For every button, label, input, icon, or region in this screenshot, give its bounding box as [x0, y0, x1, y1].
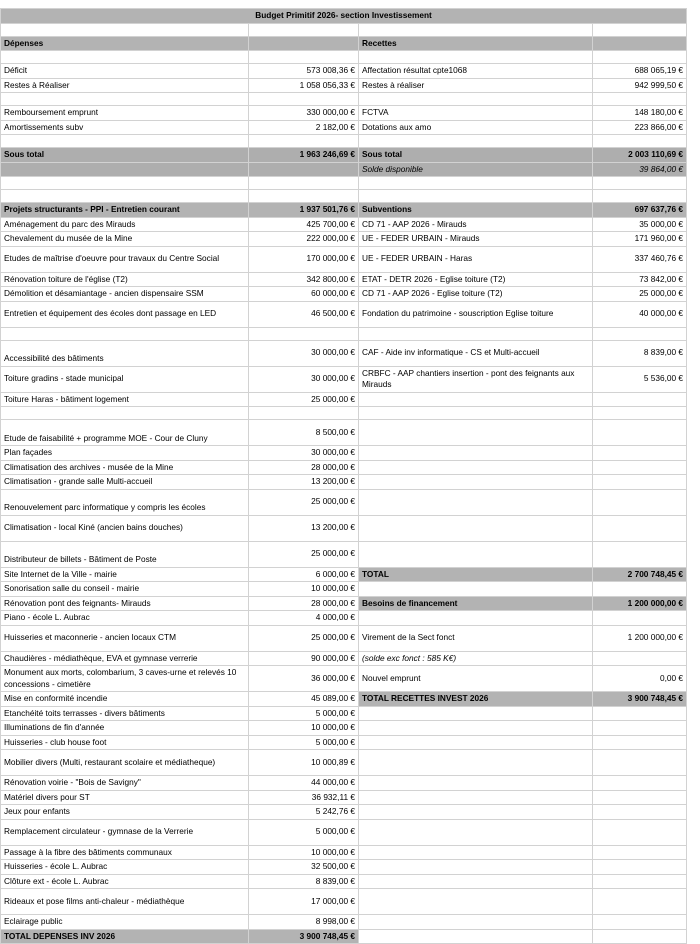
cell-recette-value	[593, 805, 687, 820]
cell-recette-value: 73 842,00 €	[593, 272, 687, 287]
cell-depense-value	[249, 407, 359, 420]
cell-depense-label: Clôture ext - école L. Aubrac	[1, 874, 249, 889]
cell-recette-value	[593, 475, 687, 490]
cell-depense-value: 10 000,89 €	[249, 750, 359, 776]
table-row	[1, 819, 687, 845]
cell-depense-value: 5 000,00 €	[249, 735, 359, 750]
cell-recette-label: Sous total	[359, 148, 593, 163]
cell-depense-value: 25 000,00 €	[249, 489, 359, 515]
cell-recette-value	[593, 420, 687, 446]
cell-recette-value	[593, 51, 687, 64]
cell-recette-label	[359, 874, 593, 889]
table-row	[1, 246, 687, 272]
cell-depense-value: 25 000,00 €	[249, 392, 359, 407]
cell-recette-value: 2 700 748,45 €	[593, 567, 687, 582]
cell-depense-label: Restes à Réaliser	[1, 78, 249, 93]
cell-depense-value: 36 000,00 €	[249, 666, 359, 692]
table-row	[1, 407, 687, 420]
cell-recette-value: 35 000,00 €	[593, 217, 687, 232]
table-row	[1, 287, 687, 302]
cell-recette-value	[593, 915, 687, 930]
cell-depense-value: 425 700,00 €	[249, 217, 359, 232]
cell-recette-label	[359, 177, 593, 190]
cell-recette-value	[593, 177, 687, 190]
header-depenses: Dépenses	[1, 36, 249, 51]
blank-cell	[359, 23, 593, 36]
cell-recette-label: TOTAL RECETTES INVEST 2026	[359, 692, 593, 707]
cell-depense-label: Accessibilité des bâtiments	[1, 340, 249, 366]
cell-depense-value	[249, 190, 359, 203]
cell-depense-label: Remplacement circulateur - gymnase de la Verrerie	[1, 819, 249, 845]
cell-recette-label	[359, 706, 593, 721]
cell-depense-label: Amortissements subv	[1, 120, 249, 135]
table-row	[1, 203, 687, 218]
table-row	[1, 874, 687, 889]
cell-recette-label: Fondation du patrimoine - souscription Eglise toiture	[359, 301, 593, 327]
cell-recette-label	[359, 790, 593, 805]
cell-depense-label: Distributeur de billets - Bâtiment de Poste	[1, 541, 249, 567]
cell-recette-value	[593, 889, 687, 915]
cell-depense-value: 342 800,00 €	[249, 272, 359, 287]
column-header-row	[1, 36, 687, 51]
cell-depense-value: 4 000,00 €	[249, 611, 359, 626]
cell-depense-label: Toiture gradins - stade municipal	[1, 366, 249, 392]
cell-depense-value: 25 000,00 €	[249, 625, 359, 651]
cell-depense-value: 5 242,76 €	[249, 805, 359, 820]
cell-recette-label	[359, 515, 593, 541]
cell-depense-value: 46 500,00 €	[249, 301, 359, 327]
table-row	[1, 232, 687, 247]
cell-depense-value: 8 839,00 €	[249, 874, 359, 889]
cell-recette-label	[359, 420, 593, 446]
cell-recette-label: CD 71 - AAP 2026 - Eglise toiture (T2)	[359, 287, 593, 302]
table-row	[1, 51, 687, 64]
table-row	[1, 120, 687, 135]
table-row	[1, 420, 687, 446]
table-row	[1, 217, 687, 232]
cell-recette-value	[593, 721, 687, 736]
cell-depense-label: TOTAL DEPENSES INV 2026	[1, 929, 249, 944]
title-row	[1, 9, 687, 24]
cell-recette-value: 223 866,00 €	[593, 120, 687, 135]
cell-recette-label: CRBFC - AAP chantiers insertion - pont des feignants aux Mirauds	[359, 366, 593, 392]
cell-recette-label: CAF - Aide inv informatique - CS et Multi-accueil	[359, 340, 593, 366]
cell-depense-value	[249, 135, 359, 148]
header-recettes: Recettes	[359, 36, 593, 51]
table-row	[1, 735, 687, 750]
cell-recette-label	[359, 541, 593, 567]
cell-recette-label: FCTVA	[359, 106, 593, 121]
cell-depense-value	[249, 177, 359, 190]
cell-recette-label	[359, 776, 593, 791]
cell-recette-label: Subventions	[359, 203, 593, 218]
cell-depense-label: Huisseries - école L. Aubrac	[1, 860, 249, 875]
cell-depense-label: Climatisation - local Kiné (ancien bains douches)	[1, 515, 249, 541]
cell-depense-label: Eclairage public	[1, 915, 249, 930]
table-row	[1, 327, 687, 340]
cell-depense-label: Rénovation toiture de l'église (T2)	[1, 272, 249, 287]
cell-recette-value: 1 200 000,00 €	[593, 596, 687, 611]
cell-depense-value: 28 000,00 €	[249, 460, 359, 475]
cell-depense-value: 6 000,00 €	[249, 567, 359, 582]
table-row	[1, 489, 687, 515]
cell-depense-label	[1, 51, 249, 64]
cell-recette-label: Virement de la Sect fonct	[359, 625, 593, 651]
cell-recette-value	[593, 651, 687, 666]
cell-recette-label	[359, 889, 593, 915]
cell-depense-value: 36 932,11 €	[249, 790, 359, 805]
cell-depense-value: 44 000,00 €	[249, 776, 359, 791]
table-row	[1, 706, 687, 721]
cell-depense-value: 10 000,00 €	[249, 582, 359, 597]
cell-recette-value: 2 003 110,69 €	[593, 148, 687, 163]
cell-depense-label: Piano - école L. Aubrac	[1, 611, 249, 626]
table-row	[1, 651, 687, 666]
cell-recette-value	[593, 392, 687, 407]
cell-depense-label	[1, 162, 249, 177]
blank-cell	[1, 23, 249, 36]
cell-recette-value	[593, 750, 687, 776]
cell-recette-value	[593, 735, 687, 750]
cell-depense-value: 222 000,00 €	[249, 232, 359, 247]
cell-depense-value: 17 000,00 €	[249, 889, 359, 915]
cell-recette-label: Dotations aux amo	[359, 120, 593, 135]
table-row	[1, 611, 687, 626]
table-row	[1, 475, 687, 490]
cell-depense-label: Renouvelement parc informatique y compris les écoles	[1, 489, 249, 515]
blank-cell	[593, 23, 687, 36]
cell-depense-label: Rideaux et pose films anti-chaleur - médiathèque	[1, 889, 249, 915]
table-row	[1, 582, 687, 597]
cell-depense-label: Huisseries - club house foot	[1, 735, 249, 750]
cell-depense-value: 1 937 501,76 €	[249, 203, 359, 218]
cell-depense-label	[1, 177, 249, 190]
cell-recette-value	[593, 327, 687, 340]
cell-depense-label	[1, 407, 249, 420]
cell-recette-label	[359, 721, 593, 736]
cell-recette-value: 5 536,00 €	[593, 366, 687, 392]
cell-depense-label: Entretien et équipement des écoles dont passage en LED	[1, 301, 249, 327]
cell-depense-value: 8 500,00 €	[249, 420, 359, 446]
cell-depense-label: Sonorisation salle du conseil - mairie	[1, 582, 249, 597]
page-title: Budget Primitif 2026- section Investissement	[1, 9, 687, 24]
cell-recette-label	[359, 392, 593, 407]
cell-depense-value: 30 000,00 €	[249, 366, 359, 392]
cell-recette-value	[593, 776, 687, 791]
cell-depense-label	[1, 190, 249, 203]
cell-recette-label	[359, 819, 593, 845]
cell-depense-label: Toiture Haras - bâtiment logement	[1, 392, 249, 407]
table-row	[1, 929, 687, 944]
cell-depense-value: 90 000,00 €	[249, 651, 359, 666]
cell-depense-label: Projets structurants - PPI - Entretien courant	[1, 203, 249, 218]
cell-depense-label: Monument aux morts, colombarium, 3 caves-urne et relevés 10 concessions - cimetière	[1, 666, 249, 692]
cell-recette-value	[593, 819, 687, 845]
cell-recette-label: CD 71 - AAP 2026 - Mirauds	[359, 217, 593, 232]
table-row	[1, 148, 687, 163]
cell-depense-label: Rénovation voirie - "Bois de Savigny"	[1, 776, 249, 791]
table-row	[1, 64, 687, 79]
cell-recette-value	[593, 611, 687, 626]
cell-recette-value	[593, 790, 687, 805]
cell-depense-label: Climatisation - grande salle Multi-accueil	[1, 475, 249, 490]
cell-depense-label: Site Internet de la Ville - mairie	[1, 567, 249, 582]
budget-table	[0, 8, 687, 944]
cell-depense-label: Déficit	[1, 64, 249, 79]
cell-recette-label	[359, 611, 593, 626]
cell-recette-label	[359, 460, 593, 475]
cell-depense-value: 13 200,00 €	[249, 515, 359, 541]
cell-recette-label: Besoins de financement	[359, 596, 593, 611]
table-row	[1, 301, 687, 327]
cell-recette-value: 3 900 748,45 €	[593, 692, 687, 707]
cell-recette-value	[593, 860, 687, 875]
cell-recette-value: 148 180,00 €	[593, 106, 687, 121]
table-row	[1, 750, 687, 776]
cell-depense-label	[1, 93, 249, 106]
table-row	[1, 790, 687, 805]
table-row	[1, 845, 687, 860]
blank-cell	[249, 23, 359, 36]
cell-recette-label	[359, 489, 593, 515]
cell-recette-value	[593, 582, 687, 597]
table-row	[1, 805, 687, 820]
cell-depense-value: 5 000,00 €	[249, 819, 359, 845]
cell-recette-label	[359, 845, 593, 860]
budget-table-body	[1, 9, 687, 944]
table-row	[1, 915, 687, 930]
cell-recette-value: 942 999,50 €	[593, 78, 687, 93]
cell-recette-label	[359, 805, 593, 820]
table-row	[1, 340, 687, 366]
cell-recette-label	[359, 915, 593, 930]
cell-depense-value: 60 000,00 €	[249, 287, 359, 302]
cell-recette-label	[359, 190, 593, 203]
cell-depense-value	[249, 162, 359, 177]
cell-depense-label: Matériel divers pour ST	[1, 790, 249, 805]
cell-recette-label	[359, 327, 593, 340]
cell-depense-value: 2 182,00 €	[249, 120, 359, 135]
header-recettes-value	[593, 36, 687, 51]
cell-recette-value: 337 460,76 €	[593, 246, 687, 272]
cell-depense-value	[249, 93, 359, 106]
cell-depense-value: 32 500,00 €	[249, 860, 359, 875]
cell-depense-label: Climatisation des archives - musée de la Mine	[1, 460, 249, 475]
table-row	[1, 177, 687, 190]
cell-recette-value: 1 200 000,00 €	[593, 625, 687, 651]
cell-recette-label	[359, 51, 593, 64]
cell-recette-label: Restes à réaliser	[359, 78, 593, 93]
table-row	[1, 446, 687, 461]
cell-depense-label: Illuminations de fin d'année	[1, 721, 249, 736]
table-row	[1, 666, 687, 692]
table-row	[1, 366, 687, 392]
table-row	[1, 860, 687, 875]
table-row	[1, 190, 687, 203]
cell-depense-value: 10 000,00 €	[249, 721, 359, 736]
cell-depense-value: 13 200,00 €	[249, 475, 359, 490]
cell-recette-value: 0,00 €	[593, 666, 687, 692]
cell-depense-value: 3 900 748,45 €	[249, 929, 359, 944]
table-row	[1, 721, 687, 736]
cell-recette-label: Solde disponible	[359, 162, 593, 177]
cell-depense-value: 5 000,00 €	[249, 706, 359, 721]
cell-depense-value: 1 058 056,33 €	[249, 78, 359, 93]
cell-recette-label	[359, 860, 593, 875]
cell-recette-value: 40 000,00 €	[593, 301, 687, 327]
cell-depense-value: 8 998,00 €	[249, 915, 359, 930]
table-row	[1, 460, 687, 475]
cell-recette-value	[593, 460, 687, 475]
cell-depense-label: Sous total	[1, 148, 249, 163]
cell-depense-value: 25 000,00 €	[249, 541, 359, 567]
cell-recette-value	[593, 135, 687, 148]
table-row	[1, 692, 687, 707]
cell-recette-value	[593, 489, 687, 515]
cell-recette-label	[359, 446, 593, 461]
cell-depense-label: Mise en conformité incendie	[1, 692, 249, 707]
table-row	[1, 889, 687, 915]
table-row	[1, 78, 687, 93]
cell-depense-label: Chaudières - médiathèque, EVA et gymnase verrerie	[1, 651, 249, 666]
cell-depense-label: Huisseries et maconnerie - ancien locaux CTM	[1, 625, 249, 651]
cell-recette-value	[593, 706, 687, 721]
cell-recette-label	[359, 929, 593, 944]
cell-recette-value	[593, 407, 687, 420]
cell-recette-value: 171 960,00 €	[593, 232, 687, 247]
cell-depense-label: Passage à la fibre des bâtiments communaux	[1, 845, 249, 860]
table-row	[1, 596, 687, 611]
cell-recette-label	[359, 93, 593, 106]
cell-recette-label	[359, 582, 593, 597]
cell-depense-value	[249, 327, 359, 340]
cell-depense-label	[1, 327, 249, 340]
table-row	[1, 93, 687, 106]
table-row	[1, 162, 687, 177]
cell-recette-label	[359, 750, 593, 776]
cell-depense-value: 45 089,00 €	[249, 692, 359, 707]
table-row	[1, 515, 687, 541]
cell-depense-value: 170 000,00 €	[249, 246, 359, 272]
cell-depense-value: 1 963 246,69 €	[249, 148, 359, 163]
cell-recette-value	[593, 845, 687, 860]
cell-depense-label: Jeux pour enfants	[1, 805, 249, 820]
cell-depense-label: Démolition et désamiantage - ancien dispensaire SSM	[1, 287, 249, 302]
cell-recette-label	[359, 735, 593, 750]
cell-depense-label: Aménagement du parc des Mirauds	[1, 217, 249, 232]
table-row	[1, 272, 687, 287]
table-row	[1, 541, 687, 567]
header-depenses-value	[249, 36, 359, 51]
cell-depense-value: 30 000,00 €	[249, 340, 359, 366]
cell-depense-label	[1, 135, 249, 148]
cell-depense-value	[249, 51, 359, 64]
table-row	[1, 625, 687, 651]
spacer-row	[1, 23, 687, 36]
cell-depense-label: Mobilier divers (Multi, restaurant scolaire et médiatheque)	[1, 750, 249, 776]
table-row	[1, 135, 687, 148]
cell-recette-value: 39 864,00 €	[593, 162, 687, 177]
cell-recette-value: 25 000,00 €	[593, 287, 687, 302]
cell-recette-value: 688 065,19 €	[593, 64, 687, 79]
cell-depense-label: Rénovation pont des feignants- Mirauds	[1, 596, 249, 611]
cell-recette-label: ETAT - DETR 2026 - Eglise toiture (T2)	[359, 272, 593, 287]
cell-recette-label: (solde exc fonct : 585 K€)	[359, 651, 593, 666]
cell-depense-value: 330 000,00 €	[249, 106, 359, 121]
cell-recette-value: 697 637,76 €	[593, 203, 687, 218]
cell-recette-label: UE - FEDER URBAIN - Mirauds	[359, 232, 593, 247]
cell-recette-value	[593, 541, 687, 567]
cell-recette-value	[593, 515, 687, 541]
cell-recette-label	[359, 475, 593, 490]
cell-recette-value	[593, 93, 687, 106]
cell-recette-value: 8 839,00 €	[593, 340, 687, 366]
cell-recette-value	[593, 874, 687, 889]
cell-recette-label	[359, 407, 593, 420]
cell-depense-value: 30 000,00 €	[249, 446, 359, 461]
table-row	[1, 392, 687, 407]
table-row	[1, 776, 687, 791]
cell-depense-label: Remboursement emprunt	[1, 106, 249, 121]
cell-depense-label: Etudes de maîtrise d'oeuvre pour travaux du Centre Social	[1, 246, 249, 272]
cell-recette-label: Nouvel emprunt	[359, 666, 593, 692]
cell-recette-label: TOTAL	[359, 567, 593, 582]
cell-depense-label: Plan façades	[1, 446, 249, 461]
cell-recette-value	[593, 929, 687, 944]
cell-depense-label: Chevalement du musée de la Mine	[1, 232, 249, 247]
cell-recette-label: UE - FEDER URBAIN - Haras	[359, 246, 593, 272]
cell-recette-label	[359, 135, 593, 148]
cell-depense-value: 28 000,00 €	[249, 596, 359, 611]
table-row	[1, 567, 687, 582]
cell-depense-label: Etude de faisabilité + programme MOE - Cour de Cluny	[1, 420, 249, 446]
cell-depense-label: Etanchéité toits terrasses - divers bâtiments	[1, 706, 249, 721]
cell-depense-value: 573 008,36 €	[249, 64, 359, 79]
cell-recette-value	[593, 446, 687, 461]
table-row	[1, 106, 687, 121]
cell-recette-label: Affectation résultat cpte1068	[359, 64, 593, 79]
cell-depense-value: 10 000,00 €	[249, 845, 359, 860]
cell-recette-value	[593, 190, 687, 203]
